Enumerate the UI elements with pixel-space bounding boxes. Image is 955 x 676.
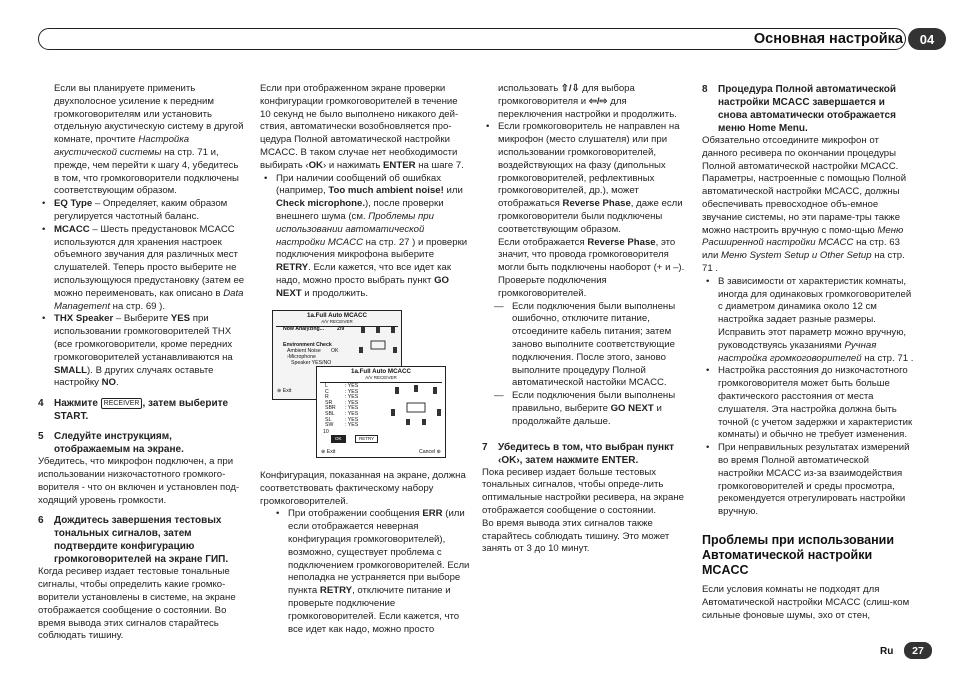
language-label: Ru (880, 646, 894, 657)
exit-label: ⊕ Exit (321, 449, 336, 455)
column-1 (38, 83, 246, 643)
ambient-noise-label: Ambient Noise (287, 348, 321, 354)
column-2 (260, 83, 470, 301)
step-6: 6 Дождитесь завершения тестовых тональных сигналов, затем подтвердите конфигурацию громкоговорителей на экране ГИП. (38, 515, 229, 566)
speaker-config-row: SR : YES (325, 399, 359, 406)
list-item-reverse-phase: • Если громкоговоритель не направлен на микрофон (место слушателя) или при использовании громкоговорителей, воздействующих на фазу (дипольных громкоговорителей, рефлективных громкоговорителей, др.), может отображаться Reverse Phase, даже если громкоговорители были подключены соответствующим образом. (482, 121, 690, 236)
config-paragraph: Конфигурация, показанная на экране, должна соответствовать фактическому набору громкоговорителей. (260, 470, 466, 507)
step-8-body: Обязательно отсоедините микрофон от данного ресивера по окончании процедуры Полной автоматической настройки MCACC. Параметры, настроенные с помощью Полной автоматической настройки MCACC, должны обеспечивать превосходное объ-емное звучание системы, но эти параме-тры также можно настроить вручную с помо-щью Меню Расширенной настройки MCACC на стр. 63 или Меню System Setup и Other Setup на стр. 71 . (702, 135, 907, 274)
list-item-mcacc: • MCACC – Шесть предустановок MCACC используются для хранения настроек объемного звучания для различных мест слушателей. Теперь просто выберите не использующуюся предустановку (затем ее можно переименовать, как описано в Data Management на стр. 69 ). (38, 224, 246, 314)
up-down-arrows-icon: ⇧/⇩ (560, 83, 580, 94)
screen-speaker-config (316, 366, 446, 458)
step-5-body: Убедитесь, что микрофон подключен, а при использовании низкочастотного громкого-ворителя - что он включен и установлен под-ходящий уровень громкости. (38, 456, 240, 506)
analyzing-progress: 2/9 (337, 326, 345, 332)
list-item-err: • При отображении сообщения ERR (или если отображается неверная конфигурация громкоговорителей), возможно, существует проблема с подключением громкоговорителей. Если неполадка не устраняется при выборе пункта RETRY, отключите питание и проверьте подключение громкоговорителей. Если кажется, что все идет как надо, можно просто (260, 508, 470, 636)
dash-item-correct-wiring: — Если подключения были выполнены правильно, выберите GO NEXT и продолжайте дальше. (482, 390, 690, 428)
list-item-wrong-results: • При неправильных результатах измерений во время Полной автоматической настройки MCACC из-за взаимодействия громкоговорителей и среды просмотра, рекомендуется отрегулировать настройки вручную. (702, 442, 914, 519)
step-7-body: Пока ресивер издает больше тестовых тональных сигналов, чтобы опреде-лить оптимальные настройки ресивера, на экране отображается сообщение о состоянии. (482, 466, 684, 516)
analyzing-label: Now Analyzing... (283, 326, 325, 332)
list-item-error-messages: • При наличии сообщений об ошибках (например, Too much ambient noise! или Check microphone.), после проверки внешнего шума (см. Проблемы при использовании автоматической настройки MCACC на стр. 27 ) и проверки подключения микрофона выберите RETRY. Если кажется, что все идет как надо, можно просто выбрать пункт GO NEXT и продолжить. (260, 173, 470, 301)
auto-resume-paragraph: Если при отображенном экране проверки конфигурации громкоговорителей в течение 10 секунд не было выполнено никакого дей-ствия, автоматически возобновляется про-цедура Полной автоматической настройки MCACC. В таком случае нет необходимости выбирать ‹OK› и нажимать ENTER на шаге 7. (260, 83, 464, 171)
column-4 (702, 83, 914, 622)
screen-subtitle: A/V RECEIVER (276, 319, 398, 327)
speaker-yesno-label: Speaker YES/NO (291, 360, 332, 366)
speaker-config-row: SBR : YES (325, 405, 359, 412)
exit-label: ⊕ Exit (277, 388, 292, 394)
list-item-subwoofer-distance: • Настройка расстояния до низкочастотного громкоговорителя может быть больше фактического расстояния от места слушателя. Эта настройка должна быть точной (с учетом задержки и характеристик комнаты) и обычно не требует изменения. (702, 365, 914, 442)
ambient-noise-value: OK (331, 348, 339, 354)
speaker-config-row: L : YES (325, 383, 359, 389)
page-title: Основная настройка (753, 31, 903, 47)
step-8: 8 Процедура Полной автоматической настройки MCACC завершается и снова автоматически отображается меню Home Menu. (702, 84, 897, 134)
intro-paragraph: Если вы планируете применить двухполосное усиление к передним громкоговорителям или установить отдельную акустическую систему в другой комнате, прочтите Настройка акустической системы на стр. 71 и, прежде, чем перейти к шагу 4, убедитесь в том, что громкоговорители подключены соответствующим образом. (54, 83, 244, 197)
section-body: Если условия комнаты не подходят для Автоматической настройки MCACC (слиш-ком сильные фоновые шумы, эхо от стен, (702, 583, 910, 621)
page-number: 27 (904, 642, 932, 659)
speaker-config-row: SBL : YES (325, 411, 359, 417)
section-title: Проблемы при использовании Автоматической настройки MCACC (702, 532, 895, 577)
reverse-phase-paragraph: Если отображается Reverse Phase, это значит, что провода громкоговорителя могли быть подключены наоборот (+ и –). Проверьте подключения громкоговорителей. (498, 236, 685, 299)
microphone-label: ›Microphone (287, 354, 316, 360)
column-3 (482, 83, 690, 556)
dash-item-wrong-wiring: — Если подключения были выполнены ошибочно, отключите питание, отсоедините кабель питания; затем заново выполните соответствующие подключения. После этого, заново выполните процедуру Полной автоматической настойки MCACC. (482, 301, 690, 391)
receiver-button-icon: RECEIVER (101, 398, 143, 409)
screen-title: 1a.Full Auto MCACC (351, 368, 411, 375)
step-6-body: Когда ресивер издает тестовые тональные сигналы, чтобы определить какие громко-ворители установлены в системе, на экране отображается сообщение о состоянии. Во время вывода этих сигналов старайтесь соблюдать тишину. (38, 566, 236, 642)
speaker-config-row: SW : YES (325, 422, 359, 429)
list-item-eq-type: • EQ Type – Определяет, каким образом регулируется частотный баланс. (38, 198, 246, 224)
speaker-config-row: C : YES (325, 388, 359, 395)
step-4: 4 Нажмите RECEIVER , затем выберите START. (38, 398, 229, 423)
speaker-config-row: R : YES (325, 394, 359, 401)
column-2-lower (260, 470, 470, 636)
step-5: 5 Следуйте инструкциям, отображаемым на экране. (38, 431, 184, 456)
list-item-speaker-size: • В зависимости от характеристик комнаты, иногда для одинаковых громкоговорителей с диаметром динамика около 12 см настройка задает разные размеры. Исправить этот параметр можно вручную, руководствуясь указаниями Ручная настройка громкоговорителей на стр. 71 . (702, 276, 914, 366)
chapter-badge: 04 (908, 28, 946, 50)
step-7-body-2: Во время вывода этих сигналов также старайтесь соблюдать тишину. Это может занять от 3 до 10 минут. (482, 517, 670, 555)
retry-button[interactable]: RETRY (355, 435, 378, 443)
step-7: 7 Убедитесь в том, что выбран пункт ‹OK›, затем нажмите ENTER. (482, 441, 674, 466)
speaker-count: 10 (323, 429, 329, 435)
env-check-label: Environment Check (283, 342, 332, 348)
speaker-layout-icon (389, 383, 443, 427)
ok-button[interactable]: OK (331, 435, 346, 443)
cancel-label: Cancel ⊕ (419, 449, 441, 455)
screen-subtitle: A/V RECEIVER (320, 375, 442, 383)
screen-title: 1a.Full Auto MCACC (307, 312, 367, 319)
speaker-layout-icon (357, 325, 399, 359)
speaker-config-row: SL : YES (325, 416, 359, 423)
left-right-arrows-icon: ⇦/⇨ (588, 95, 608, 107)
list-item-thx-speaker: • THX Speaker – Выберите YES при использовании громкоговорителей THX (все громкоговорители, кроме передних громкоговорителей устанавливаются на SMALL). В других случаях оставьте настройку NO. (38, 313, 246, 390)
select-speaker-paragraph: использовать ⇧/⇩ для выбора громкоговорителя и ⇦/⇨ для переключения настройки и продолжить. (498, 83, 677, 120)
